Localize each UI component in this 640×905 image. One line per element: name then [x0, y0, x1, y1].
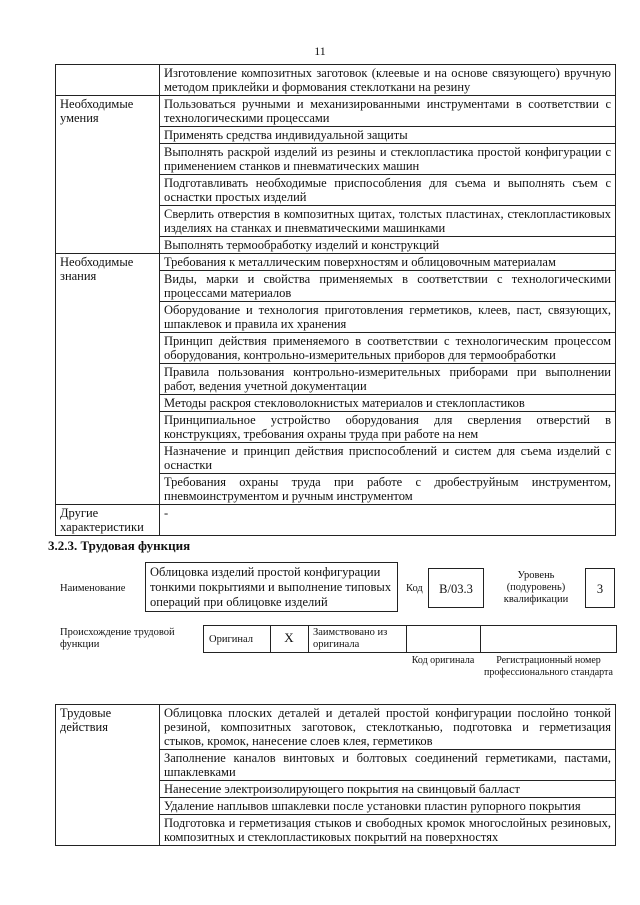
table-cell: Правила пользования контрольно-измерительных приборами при выполнении работ, ведения учетной документации: [160, 364, 616, 395]
table-row: [56, 254, 616, 271]
section-title: 3.2.3. Трудовая функция: [48, 538, 191, 553]
table-cell: Изготовление композитных заготовок (клеевые и на основе связующего) вручную методом приклейки и формования стеклоткани на резину: [160, 65, 616, 96]
table-cell: Требования охраны труда при работе с дробеструйным инструментом, пневмоинструментом и ручным инструментом: [160, 474, 616, 505]
labor-actions-table: [55, 704, 616, 846]
table-cell: Методы раскроя стекловолокнистых материалов и стеклопластиков: [160, 395, 616, 412]
origin-box: [203, 625, 617, 653]
table-cell: Требования к металлическим поверхностям и облицовочным материалам: [160, 254, 616, 271]
code-original-caption: Код оригинала: [411, 655, 475, 666]
table-cell: Подготовка и герметизация стыков и свободных кромок многослойных резиновых, композитных и стеклопластиковых покрытий на поверхностях: [160, 815, 616, 846]
table-cell: Заполнение каналов винтовых и болтовых соединений герметиками, пастами, шпаклевками: [160, 750, 616, 781]
table-cell: Виды, марки и свойства применяемых в соответствии с технологическими процессами материалов: [160, 271, 616, 302]
borrowed-label: Заимствовано из оригинала: [313, 627, 388, 650]
table-cell: Оборудование и технология приготовления герметиков, клеев, паст, связующих, шпаклевок и правила их хранения: [160, 302, 616, 333]
skills-label: Необходимые умения: [56, 96, 160, 254]
table-cell: Применять средства индивидуальной защиты: [160, 127, 616, 144]
table-row: [56, 505, 616, 536]
table-row: [56, 705, 616, 750]
original-mark: X: [284, 630, 294, 645]
code-label: Код: [406, 583, 423, 594]
registration-caption: Регистрационный номер профессионального стандарта: [484, 655, 613, 678]
table-cell: Выполнять раскрой изделий из резины и стеклопластика простой конфигурации с применением станков и пневматических машин: [160, 144, 616, 175]
row-label: [56, 65, 160, 96]
knowledge-label: Необходимые знания: [56, 254, 160, 505]
page-number: 11: [314, 44, 326, 58]
table-cell: Пользоваться ручными и механизированными инструментами в соответствии с технологическими процессами: [160, 96, 616, 127]
level-value: 3: [585, 568, 615, 608]
table-cell: Нанесение электроизолирующего покрытия на свинцовый балласт: [160, 781, 616, 798]
skills-knowledge-table: [55, 64, 616, 536]
function-name: Облицовка изделий простой конфигурации тонкими покрытиями и выполнение типовых операций при облицовке изделий: [145, 562, 398, 612]
table-cell: Принцип действия применяемого в соответствии с технологическим процессом оборудования, контрольно-измерительных приборов для термообработки: [160, 333, 616, 364]
other-label: Другие характеристики: [56, 505, 160, 536]
original-label: Оригинал: [209, 634, 253, 645]
table-cell: Выполнять термообработку изделий и конструкций: [160, 237, 616, 254]
name-label: Наименование: [60, 583, 126, 594]
origin-label: Происхождение трудовой функции: [60, 627, 175, 650]
table-cell: Облицовка плоских деталей и деталей простой конфигурации послойно тонкой резиной, композитных заготовок, стеклотканью, подготовка и герметизация стыков, кромок, нанесение слоев клея, герметиков: [160, 705, 616, 750]
table-row: [56, 65, 616, 96]
table-cell: -: [160, 505, 616, 536]
table-cell: Принципиальное устройство оборудования для сверления отверстий в конструкциях, требования охраны труда при работе на нем: [160, 412, 616, 443]
table-cell: Сверлить отверстия в композитных щитах, толстых пластинах, стеклопластиковых изделиях на станках и пневматическими машинками: [160, 206, 616, 237]
actions-label: Трудовые действия: [56, 705, 160, 846]
table-cell: Удаление наплывов шпаклевки после установки пластин рупорного покрытия: [160, 798, 616, 815]
level-label: Уровень (подуровень) квалификации: [503, 570, 569, 605]
code-value: B/03.3: [428, 568, 484, 608]
table-cell: Назначение и принцип действия приспособлений и систем для съема изделий с оснастки: [160, 443, 616, 474]
table-row: [56, 96, 616, 127]
table-cell: Подготавливать необходимые приспособления для съема и выполнять съем с оснастки простых изделий: [160, 175, 616, 206]
